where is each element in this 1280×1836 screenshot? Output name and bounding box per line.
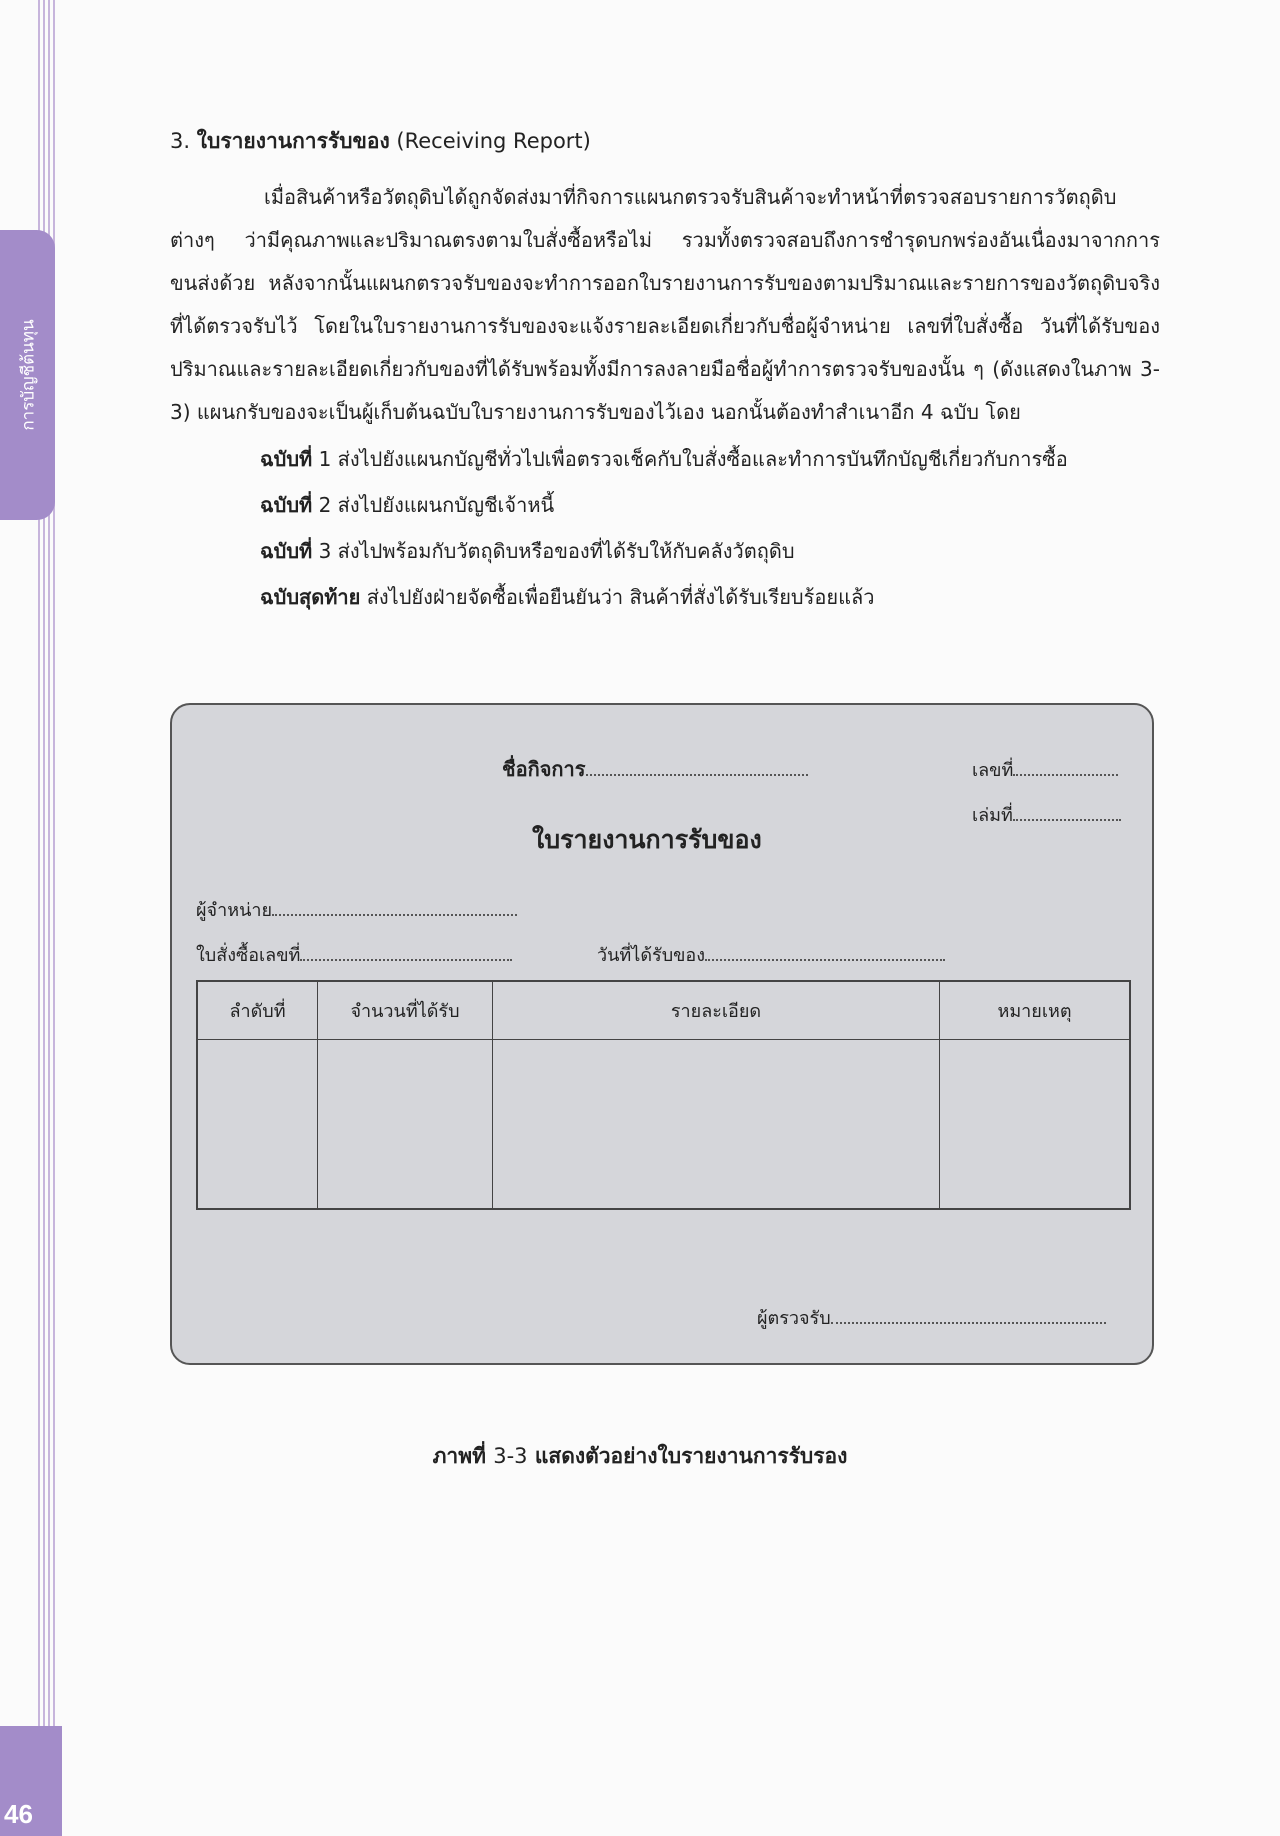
doc-number-field (972, 755, 1118, 784)
business-name-label: ชื่อกิจการ (502, 757, 586, 781)
copy-text: 1 ส่งไปยังแผนกบัญชีทั่วไปเพื่อตรวจเช็คกับใบสั่งซื้อและทำการบันทึกบัญชีเกี่ยวกับการซื้อ (318, 447, 1068, 471)
page-number-box (0, 1726, 62, 1836)
received-date-label: วันที่ได้รับของ (597, 945, 706, 966)
copy-label: ฉบับสุดท้าย (260, 585, 361, 609)
copy-text: ส่งไปยังฝ่ายจัดซื้อเพื่อยืนยันว่า สินค้าที่สั่งได้รับเรียบร้อยแล้ว (366, 585, 875, 609)
table-row (197, 1040, 1130, 1210)
po-number-label: ใบสั่งซื้อเลขที่ (196, 945, 301, 966)
book-number-label: เล่มที่ (972, 805, 1013, 826)
table-header-row (197, 981, 1130, 1040)
received-date-field (597, 940, 945, 969)
copy-text: 3 ส่งไปพร้อมกับวัตถุดิบหรือของที่ได้รับให้กับคลังวัตถุดิบ (318, 539, 795, 563)
cell-details (493, 1040, 940, 1210)
form-title: ใบรายงานการรับของ (532, 825, 762, 854)
copy-item-3 (260, 528, 1160, 574)
cell-sequence (197, 1040, 318, 1210)
col-details: รายละเอียด (493, 981, 940, 1040)
col-remarks: หมายเหตุ (940, 981, 1131, 1040)
receiving-report-form (170, 703, 1154, 1365)
main-content (170, 125, 1160, 620)
copy-item-1 (260, 436, 1160, 482)
body-paragraph: เมื่อสินค้าหรือวัตถุดิบได้ถูกจัดส่งมาที่กิจการแผนกตรวจรับสินค้าจะทำหน้าที่ตรวจสอบรายการวัตถุดิบต่างๆ ว่ามีคุณภาพและปริมาณตรงตามใบสั่งซื้อหรือไม่ รวมทั้งตรวจสอบถึงการชำรุดบกพร่องอันเนื่องมาจากการขนส่งด้วย หลังจากนั้นแผนกตรวจรับของจะทำการออกใบรายงานการรับของตามปริมาณและรายการของวัตถุดิบจริงที่ได้ตรวจรับไว้ โดยในใบรายงานการรับของจะแจ้งรายละเอียดเกี่ยวกับชื่อผู้จำหน่าย เลขที่ใบสั่งซื้อ วันที่ได้รับของ ปริมาณและรายละเอียดเกี่ยวกับของที่ได้รับพร้อมทั้งมีการลงลายมือชื่อผู้ทำการตรวจรับของนั้น ๆ (ดังแสดงในภาพ 3-3) แผนกรับของจะเป็นผู้เก็บต้นฉบับใบรายงานการรับของไว้เอง นอกนั้นต้องทำสำเนาอีก 4 ฉบับ โดย (170, 185, 1160, 424)
side-tab (0, 230, 55, 520)
col-sequence: ลำดับที่ (197, 981, 318, 1040)
cell-remarks (940, 1040, 1131, 1210)
caption-label: ภาพที่ (432, 1444, 486, 1468)
doc-number-label: เลขที่ (972, 760, 1014, 781)
section-title-th: ใบรายงานการรับของ (196, 129, 390, 153)
supplier-field (196, 895, 517, 924)
supplier-label: ผู้จำหน่าย (196, 900, 273, 921)
side-tab-label: การบัญชีต้นทุน (18, 319, 38, 431)
page-number: 46 (4, 1799, 33, 1829)
business-name-field (502, 753, 808, 785)
section-title-en: (Receiving Report) (396, 129, 591, 153)
section-heading (170, 125, 1160, 158)
inspector-label: ผู้ตรวจรับ (757, 1308, 831, 1329)
copies-list (170, 436, 1160, 620)
book-number-field (972, 800, 1121, 829)
copy-label: ฉบับที่ (260, 493, 313, 517)
col-quantity-received: จำนวนที่ได้รับ (318, 981, 493, 1040)
items-table (196, 980, 1131, 1210)
inspector-field (757, 1303, 1106, 1332)
caption-text: แสดงตัวอย่างใบรายงานการรับรอง (534, 1444, 848, 1468)
caption-number: 3-3 (493, 1444, 528, 1468)
cell-quantity (318, 1040, 493, 1210)
copy-label: ฉบับที่ (260, 447, 313, 471)
copy-label: ฉบับที่ (260, 539, 313, 563)
copy-text: 2 ส่งไปยังแผนกบัญชีเจ้าหนี้ (318, 493, 555, 517)
copy-item-final (260, 574, 1160, 620)
figure-caption (0, 1440, 1280, 1473)
copy-item-2 (260, 482, 1160, 528)
section-number: 3. (170, 129, 191, 153)
po-number-field (196, 940, 512, 969)
